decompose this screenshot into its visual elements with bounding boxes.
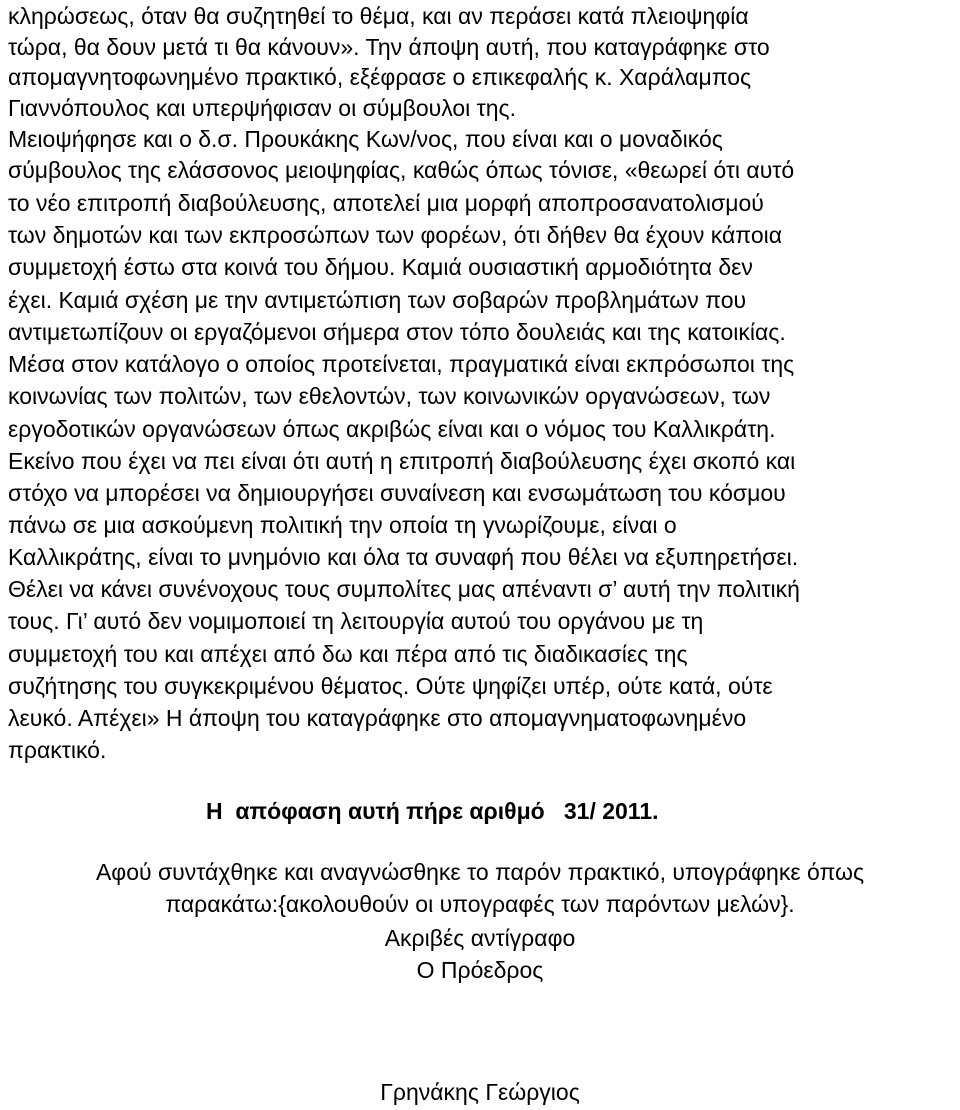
body-line-11: αντιμετωπίζουν οι εργαζόμενοι σήμερα στον τόπο δουλειάς και της κατοικίας. [8, 319, 786, 345]
body-line-12: Μέσα στον κατάλογο ο οποίος προτείνεται, πραγματικά είναι εκπρόσωποι της [8, 351, 795, 377]
body-line-5: Μειοψήφησε και ο δ.σ. Προυκάκης Κων/νος, που είναι και ο μοναδικός [8, 126, 723, 152]
body-line-17: πάνω σε μια ασκούμενη πολιτική την οποία τη γνωρίζουμε, είναι ο [8, 512, 677, 538]
body-line-21: συμμετοχή του και απέχει από δω και πέρα από τις διαδικασίες της [8, 641, 688, 667]
closing-line-2: παρακάτω:{ακολουθούν οι υπογραφές των παρόντων μελών}. [165, 891, 795, 917]
body-line-14: εργοδοτικών οργανώσεων όπως ακριβώς είναι και ο νόμος του Καλλικράτη. [8, 416, 776, 442]
body-line-19: Θέλει να κάνει συνένοχους τους συμπολίτες μας απέναντι σ’ αυτή την πολιτική [8, 576, 800, 602]
body-line-7: το νέο επιτροπή διαβούλευσης, αποτελεί μια μορφή αποπροσανατολισμού [8, 190, 764, 216]
chairman-label: Ο Πρόεδρος [416, 957, 544, 983]
body-line-18: Καλλικράτης, είναι το μνημόνιο και όλα τα συναφή που θέλει να εξυπηρετήσει. [8, 544, 799, 570]
body-line-3: απομαγνητοφωνημένο πρακτικό, εξέφρασε ο επικεφαλής κ. Χαράλαμπος [8, 64, 752, 90]
body-line-10: έχει. Καμιά σχέση με την αντιμετώπιση των σοβαρών προβλημάτων που [8, 287, 747, 313]
certified-copy-label: Ακριβές αντίγραφο [384, 925, 576, 951]
body-line-6: σύμβουλος της ελάσσονος μειοψηφίας, καθώς όπως τόνισε, «θεωρεί ότι αυτό [8, 157, 795, 183]
body-line-4: Γιαννόπουλος και υπερψήφισαν οι σύμβουλοι της. [8, 95, 516, 121]
body-line-2: τώρα, θα δουν μετά τι θα κάνουν». Την άποψη αυτή, που καταγράφηκε στο [8, 34, 770, 60]
body-line-15: Εκείνο που έχει να πει είναι ότι αυτή η επιτροπή διαβούλευσης έχει σκοπό και [8, 448, 796, 474]
body-line-16: στόχο να μπορέσει να δημιουργήσει συναίνεση και ενσωμάτωση του κόσμου [8, 480, 786, 506]
body-line-9: συμμετοχή έστω στα κοινά του δήμου. Καμιά ουσιαστική αρμοδιότητα δεν [8, 254, 753, 280]
body-line-1: κληρώσεως, όταν θα συζητηθεί το θέμα, και αν περάσει κατά πλειοψηφία [8, 3, 749, 29]
body-line-22: συζήτησης του συγκεκριμένου θέματος. Ούτε ψηφίζει υπέρ, ούτε κατά, ούτε [8, 673, 773, 699]
signatory-name: Γρηνάκης Γεώργιος [380, 1079, 580, 1105]
body-line-8: των δημοτών και των εκπροσώπων των φορέων, ότι δήθεν θα έχουν κάποια [8, 222, 783, 248]
body-line-23: λευκό. Απέχει» Η άποψη του καταγράφηκε στο απομαγνηματοφωνημένο [8, 705, 747, 731]
body-line-20: τους. Γι’ αυτό δεν νομιμοποιεί τη λειτουργία αυτού του οργάνου με τη [8, 608, 704, 634]
decision-number: Η απόφαση αυτή πήρε αριθμό 31/ 2011. [206, 798, 659, 824]
body-line-24: πρακτικό. [8, 737, 107, 763]
body-line-13: κοινωνίας των πολιτών, των εθελοντών, των κοινωνικών οργανώσεων, των [8, 383, 771, 409]
closing-line-1: Αφού συντάχθηκε και αναγνώσθηκε το παρόν πρακτικό, υπογράφηκε όπως [95, 859, 865, 885]
